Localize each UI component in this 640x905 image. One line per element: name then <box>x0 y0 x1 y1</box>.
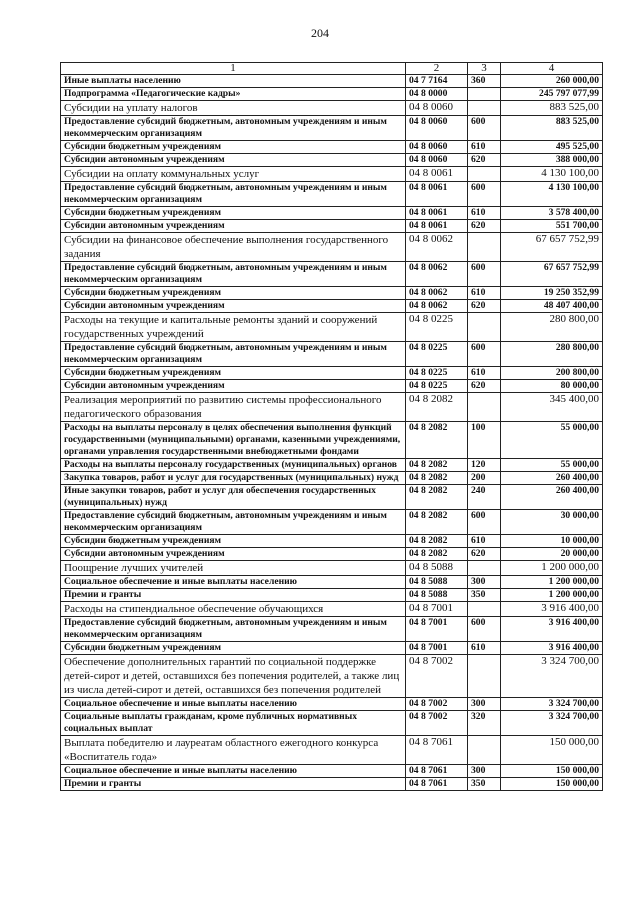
row-name: Субсидии бюджетным учреждениям <box>61 141 406 154</box>
row-name: Социальные выплаты гражданам, кроме публичных нормативных социальных выплат <box>61 711 406 736</box>
row-code: 04 8 2082 <box>406 485 468 510</box>
row-name: Субсидии бюджетным учреждениям <box>61 207 406 220</box>
column-header-1: 1 <box>61 63 406 75</box>
row-name: Субсидии автономным учреждениям <box>61 380 406 393</box>
row-code: 04 8 7001 <box>406 602 468 617</box>
row-name: Субсидии на оплату коммунальных услуг <box>61 167 406 182</box>
row-amount: 388 000,00 <box>501 154 603 167</box>
row-expense-type: 120 <box>468 459 501 472</box>
row-code: 04 8 0060 <box>406 141 468 154</box>
row-expense-type: 300 <box>468 576 501 589</box>
row-code: 04 8 7002 <box>406 655 468 698</box>
row-amount: 260 400,00 <box>501 485 603 510</box>
row-amount: 883 525,00 <box>501 116 603 141</box>
row-expense-type: 600 <box>468 116 501 141</box>
table-row <box>61 576 603 589</box>
row-code: 04 8 2082 <box>406 393 468 422</box>
table-row <box>61 182 603 207</box>
row-expense-type <box>468 88 501 101</box>
row-code: 04 8 7002 <box>406 711 468 736</box>
row-expense-type: 600 <box>468 617 501 642</box>
row-amount: 150 000,00 <box>501 736 603 765</box>
row-expense-type: 600 <box>468 510 501 535</box>
table-row <box>61 342 603 367</box>
row-expense-type <box>468 655 501 698</box>
table-row <box>61 380 603 393</box>
row-expense-type: 620 <box>468 548 501 561</box>
row-name: Подпрограмма «Педагогические кадры» <box>61 88 406 101</box>
row-code: 04 8 7001 <box>406 642 468 655</box>
row-amount: 67 657 752,99 <box>501 233 603 262</box>
row-expense-type: 200 <box>468 472 501 485</box>
row-expense-type: 360 <box>468 75 501 88</box>
row-amount: 4 130 100,00 <box>501 167 603 182</box>
table-row <box>61 561 603 576</box>
row-amount: 280 800,00 <box>501 313 603 342</box>
table-row <box>61 602 603 617</box>
row-expense-type <box>468 101 501 116</box>
row-expense-type: 320 <box>468 711 501 736</box>
row-code: 04 8 2082 <box>406 459 468 472</box>
row-expense-type: 300 <box>468 765 501 778</box>
row-name: Иные выплаты населению <box>61 75 406 88</box>
table-row <box>61 778 603 791</box>
row-expense-type: 620 <box>468 154 501 167</box>
row-amount: 150 000,00 <box>501 765 603 778</box>
table-row <box>61 167 603 182</box>
row-code: 04 8 2082 <box>406 548 468 561</box>
row-amount: 55 000,00 <box>501 422 603 459</box>
row-name: Субсидии бюджетным учреждениям <box>61 642 406 655</box>
row-name: Выплата победителю и лауреатам областного ежегодного конкурса «Воспитатель года» <box>61 736 406 765</box>
row-code: 04 8 7061 <box>406 736 468 765</box>
row-code: 04 8 0062 <box>406 233 468 262</box>
row-expense-type: 610 <box>468 141 501 154</box>
table-row <box>61 154 603 167</box>
row-code: 04 8 2082 <box>406 422 468 459</box>
row-name: Субсидии на финансовое обеспечение выполнения государственного задания <box>61 233 406 262</box>
row-expense-type <box>468 393 501 422</box>
row-code: 04 8 7002 <box>406 698 468 711</box>
table-row <box>61 88 603 101</box>
row-code: 04 8 0061 <box>406 182 468 207</box>
row-name: Предоставление субсидий бюджетным, автономным учреждениям и иным некоммерческим организациям <box>61 510 406 535</box>
row-name: Социальное обеспечение и иные выплаты населению <box>61 765 406 778</box>
row-name: Субсидии автономным учреждениям <box>61 154 406 167</box>
table-row <box>61 589 603 602</box>
row-code: 04 8 0225 <box>406 313 468 342</box>
row-expense-type: 610 <box>468 367 501 380</box>
row-code: 04 8 0061 <box>406 220 468 233</box>
row-code: 04 8 0060 <box>406 116 468 141</box>
row-name: Предоставление субсидий бюджетным, автономным учреждениям и иным некоммерческим организациям <box>61 182 406 207</box>
row-name: Субсидии бюджетным учреждениям <box>61 535 406 548</box>
row-expense-type: 600 <box>468 262 501 287</box>
row-name: Расходы на стипендиальное обеспечение обучающихся <box>61 602 406 617</box>
table-row <box>61 422 603 459</box>
table-row <box>61 367 603 380</box>
row-amount: 551 700,00 <box>501 220 603 233</box>
table-row <box>61 510 603 535</box>
row-name: Субсидии бюджетным учреждениям <box>61 287 406 300</box>
row-amount: 30 000,00 <box>501 510 603 535</box>
row-amount: 48 407 400,00 <box>501 300 603 313</box>
row-expense-type: 240 <box>468 485 501 510</box>
row-expense-type: 620 <box>468 380 501 393</box>
row-expense-type: 620 <box>468 300 501 313</box>
row-name: Социальное обеспечение и иные выплаты населению <box>61 698 406 711</box>
table-row <box>61 642 603 655</box>
table-row <box>61 459 603 472</box>
row-code: 04 8 5088 <box>406 561 468 576</box>
row-expense-type <box>468 167 501 182</box>
row-code: 04 8 2082 <box>406 472 468 485</box>
row-code: 04 8 0061 <box>406 167 468 182</box>
budget-table <box>60 62 603 791</box>
table-row <box>61 617 603 642</box>
row-name: Предоставление субсидий бюджетным, автономным учреждениям и иным некоммерческим организациям <box>61 116 406 141</box>
row-code: 04 8 7061 <box>406 778 468 791</box>
row-code: 04 8 0062 <box>406 287 468 300</box>
row-amount: 3 324 700,00 <box>501 711 603 736</box>
row-code: 04 8 0060 <box>406 154 468 167</box>
table-row <box>61 207 603 220</box>
row-expense-type: 600 <box>468 182 501 207</box>
table-row <box>61 262 603 287</box>
row-code: 04 8 0225 <box>406 367 468 380</box>
row-amount: 20 000,00 <box>501 548 603 561</box>
row-amount: 1 200 000,00 <box>501 561 603 576</box>
row-expense-type: 350 <box>468 778 501 791</box>
table-row <box>61 220 603 233</box>
row-code: 04 8 0000 <box>406 88 468 101</box>
row-name: Субсидии автономным учреждениям <box>61 548 406 561</box>
table-row <box>61 300 603 313</box>
row-amount: 67 657 752,99 <box>501 262 603 287</box>
row-code: 04 8 2082 <box>406 510 468 535</box>
row-expense-type <box>468 602 501 617</box>
row-name: Премии и гранты <box>61 589 406 602</box>
row-expense-type <box>468 561 501 576</box>
row-amount: 883 525,00 <box>501 101 603 116</box>
row-expense-type: 610 <box>468 287 501 300</box>
row-code: 04 8 0062 <box>406 300 468 313</box>
table-row <box>61 765 603 778</box>
row-expense-type <box>468 736 501 765</box>
row-expense-type: 100 <box>468 422 501 459</box>
row-name: Субсидии автономным учреждениям <box>61 220 406 233</box>
page-number: 204 <box>311 26 329 40</box>
row-expense-type <box>468 233 501 262</box>
row-expense-type: 600 <box>468 342 501 367</box>
row-code: 04 7 7164 <box>406 75 468 88</box>
table-row <box>61 116 603 141</box>
row-expense-type <box>468 313 501 342</box>
table-row <box>61 287 603 300</box>
row-expense-type: 620 <box>468 220 501 233</box>
row-amount: 3 916 400,00 <box>501 602 603 617</box>
table-row <box>61 698 603 711</box>
column-header-4: 4 <box>501 63 603 75</box>
row-amount: 345 400,00 <box>501 393 603 422</box>
row-amount: 1 200 000,00 <box>501 589 603 602</box>
row-amount: 10 000,00 <box>501 535 603 548</box>
row-code: 04 8 0061 <box>406 207 468 220</box>
row-name: Закупка товаров, работ и услуг для государственных (муниципальных) нужд <box>61 472 406 485</box>
row-amount: 260 400,00 <box>501 472 603 485</box>
row-name: Премии и гранты <box>61 778 406 791</box>
row-code: 04 8 0060 <box>406 101 468 116</box>
row-name: Обеспечение дополнительных гарантий по социальной поддержке детей-сирот и детей, оставшихся без попечения родителей, а также лиц из числа детей-сирот и детей, оставшихся без попечения родителей <box>61 655 406 698</box>
row-amount: 260 000,00 <box>501 75 603 88</box>
table-row <box>61 141 603 154</box>
row-amount: 3 324 700,00 <box>501 655 603 698</box>
row-code: 04 8 0062 <box>406 262 468 287</box>
row-name: Предоставление субсидий бюджетным, автономным учреждениям и иным некоммерческим организациям <box>61 342 406 367</box>
row-amount: 55 000,00 <box>501 459 603 472</box>
row-amount: 19 250 352,99 <box>501 287 603 300</box>
row-code: 04 8 5088 <box>406 576 468 589</box>
row-name: Социальное обеспечение и иные выплаты населению <box>61 576 406 589</box>
table-header-row <box>61 63 603 75</box>
table-row <box>61 313 603 342</box>
column-header-3: 3 <box>468 63 501 75</box>
row-amount: 4 130 100,00 <box>501 182 603 207</box>
table-row <box>61 711 603 736</box>
row-expense-type: 610 <box>468 535 501 548</box>
row-code: 04 8 0225 <box>406 342 468 367</box>
row-amount: 1 200 000,00 <box>501 576 603 589</box>
row-code: 04 8 2082 <box>406 535 468 548</box>
table-row <box>61 548 603 561</box>
row-expense-type: 610 <box>468 207 501 220</box>
row-name: Поощрение лучших учителей <box>61 561 406 576</box>
table-row <box>61 233 603 262</box>
row-amount: 280 800,00 <box>501 342 603 367</box>
row-name: Расходы на выплаты персоналу в целях обеспечения выполнения функций государственными (муниципальными) органами, казенными учреждениями, органами управления государственными внебюджетными фондами <box>61 422 406 459</box>
row-amount: 80 000,00 <box>501 380 603 393</box>
row-name: Реализация мероприятий по развитию системы профессионального педагогического образования <box>61 393 406 422</box>
row-name: Расходы на текущие и капитальные ремонты зданий и сооружений государственных учреждений <box>61 313 406 342</box>
row-code: 04 8 0225 <box>406 380 468 393</box>
table-row <box>61 393 603 422</box>
row-expense-type: 350 <box>468 589 501 602</box>
row-expense-type: 610 <box>468 642 501 655</box>
row-expense-type: 300 <box>468 698 501 711</box>
row-amount: 3 578 400,00 <box>501 207 603 220</box>
row-amount: 3 324 700,00 <box>501 698 603 711</box>
row-name: Субсидии бюджетным учреждениям <box>61 367 406 380</box>
row-name: Иные закупки товаров, работ и услуг для обеспечения государственных (муниципальных) нужд <box>61 485 406 510</box>
row-amount: 3 916 400,00 <box>501 617 603 642</box>
row-name: Предоставление субсидий бюджетным, автономным учреждениям и иным некоммерческим организациям <box>61 262 406 287</box>
column-header-2: 2 <box>406 63 468 75</box>
table-row <box>61 101 603 116</box>
table-row <box>61 655 603 698</box>
row-name: Предоставление субсидий бюджетным, автономным учреждениям и иным некоммерческим организациям <box>61 617 406 642</box>
row-name: Субсидии на уплату налогов <box>61 101 406 116</box>
row-amount: 200 800,00 <box>501 367 603 380</box>
row-code: 04 8 7061 <box>406 765 468 778</box>
table-row <box>61 485 603 510</box>
row-amount: 245 797 077,99 <box>501 88 603 101</box>
row-amount: 150 000,00 <box>501 778 603 791</box>
budget-table-body <box>61 63 603 791</box>
row-amount: 495 525,00 <box>501 141 603 154</box>
row-name: Расходы на выплаты персоналу государственных (муниципальных) органов <box>61 459 406 472</box>
row-amount: 3 916 400,00 <box>501 642 603 655</box>
table-row <box>61 472 603 485</box>
table-row <box>61 736 603 765</box>
row-code: 04 8 7001 <box>406 617 468 642</box>
row-name: Субсидии автономным учреждениям <box>61 300 406 313</box>
table-row <box>61 535 603 548</box>
row-code: 04 8 5088 <box>406 589 468 602</box>
table-row <box>61 75 603 88</box>
